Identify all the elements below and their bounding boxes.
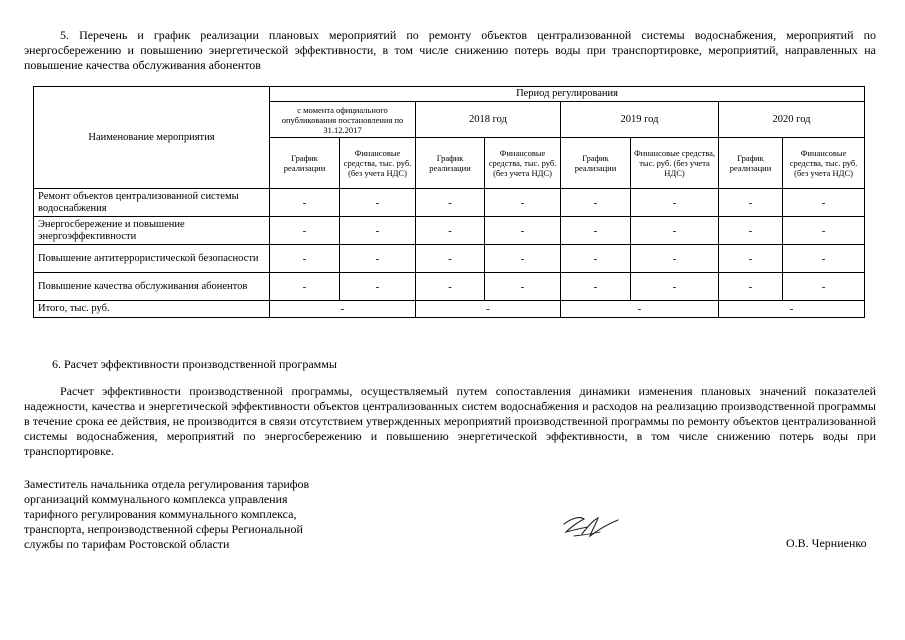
value-cell: - [783, 245, 865, 273]
value-cell: - [561, 245, 631, 273]
schedule-header-2019: График реализации [561, 138, 631, 189]
total-cell: - [561, 301, 719, 318]
value-cell: - [340, 189, 416, 217]
handwritten-signature [560, 510, 622, 542]
value-cell: - [270, 273, 340, 301]
activities-table [33, 86, 865, 318]
value-cell: - [416, 189, 485, 217]
period-header-2017: с момента официального опубликования постановления по 31.12.2017 [270, 102, 416, 138]
signer-position-line: тарифного регулирования коммунального комплекса, [24, 507, 297, 521]
activity-name: Ремонт объектов централизованной системы водоснабжения [34, 189, 270, 217]
activity-name-header: Наименование мероприятия [34, 87, 270, 189]
table-row [34, 217, 865, 245]
value-cell: - [270, 245, 340, 273]
value-cell: - [719, 217, 783, 245]
total-cell: - [416, 301, 561, 318]
value-cell: - [340, 245, 416, 273]
value-cell: - [561, 273, 631, 301]
period-header-2019: 2019 год [561, 102, 719, 138]
activity-name: Энергосбережение и повышение энергоэффективности [34, 217, 270, 245]
total-cell: - [719, 301, 865, 318]
value-cell: - [783, 189, 865, 217]
section-6-title: 6. Расчет эффективности производственной программы [52, 357, 337, 371]
value-cell: - [485, 189, 561, 217]
value-cell: - [340, 273, 416, 301]
value-cell: - [561, 189, 631, 217]
schedule-header-2017: График реализации [270, 138, 340, 189]
schedule-header-2018: График реализации [416, 138, 485, 189]
period-header-2018: 2018 год [416, 102, 561, 138]
period-header: Период регулирования [270, 87, 865, 102]
value-cell: - [631, 245, 719, 273]
value-cell: - [719, 273, 783, 301]
value-cell: - [631, 189, 719, 217]
section-5-heading: 5. Перечень и график реализации плановых мероприятий по ремонту объектов централизованной системы водоснабжения, мероприятий по энергосбережению и повышению энергетической эффективности, в том числе снижению потерь воды при транспортировке, мероприятий, направленных на повышение качества обслуживания абонентов [24, 28, 876, 72]
value-cell: - [561, 217, 631, 245]
value-cell: - [631, 217, 719, 245]
value-cell: - [485, 273, 561, 301]
period-header-2020: 2020 год [719, 102, 865, 138]
signer-position-line: службы по тарифам Ростовской области [24, 537, 230, 551]
value-cell: - [270, 217, 340, 245]
finance-header-2017: Финансовые средства, тыс. руб. (без учета НДС) [340, 138, 416, 189]
finance-header-2018: Финансовые средства, тыс. руб. (без учета НДС) [485, 138, 561, 189]
value-cell: - [416, 245, 485, 273]
activity-name: Повышение качества обслуживания абонентов [34, 273, 270, 301]
table-row [34, 189, 865, 217]
value-cell: - [485, 245, 561, 273]
table-row [34, 273, 865, 301]
table-row [34, 245, 865, 273]
value-cell: - [485, 217, 561, 245]
value-cell: - [416, 273, 485, 301]
value-cell: - [270, 189, 340, 217]
finance-header-2019: Финансовые средства, тыс. руб. (без учета НДС) [631, 138, 719, 189]
signer-position [24, 477, 354, 552]
value-cell: - [416, 217, 485, 245]
schedule-header-2020: График реализации [719, 138, 783, 189]
value-cell: - [783, 217, 865, 245]
activity-name: Повышение антитеррористической безопасности [34, 245, 270, 273]
value-cell: - [719, 245, 783, 273]
signer-position-line: транспорта, непроизводственной сферы Региональной [24, 522, 303, 536]
total-label: Итого, тыс. руб. [34, 301, 270, 318]
value-cell: - [631, 273, 719, 301]
signer-position-line: Заместитель начальника отдела регулирования тарифов [24, 477, 310, 491]
finance-header-2020: Финансовые средства, тыс. руб. (без учета НДС) [783, 138, 865, 189]
total-row [34, 301, 865, 318]
signer-position-line: организаций коммунального комплекса управления [24, 492, 288, 506]
total-cell: - [270, 301, 416, 318]
value-cell: - [340, 217, 416, 245]
value-cell: - [719, 189, 783, 217]
signer-name: О.В. Черниенко [786, 536, 867, 550]
value-cell: - [783, 273, 865, 301]
section-6-body: Расчет эффективности производственной программы, осуществляемый путем сопоставления динамики изменения плановых значений показателей надежности, качества и энергетической эффективности объектов централизованных систем водоснабжения и расходов на реализацию производственной программы в течение срока ее действия, не производится в связи отсутствием утвержденных мероприятий производственной программы по ремонту объектов централизованной системы водоснабжения, мероприятий по энергосбережению и повышению энергетической эффективности, в том числе снижению потерь воды при транспортировке. [24, 384, 876, 458]
